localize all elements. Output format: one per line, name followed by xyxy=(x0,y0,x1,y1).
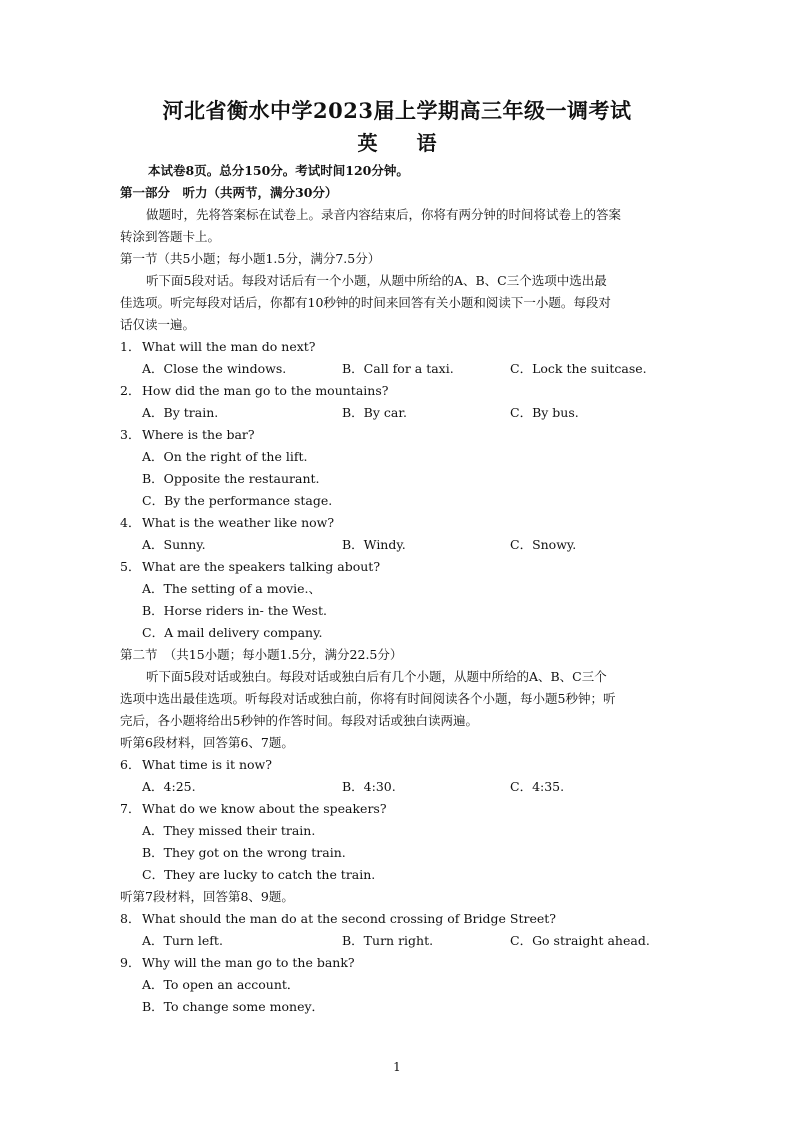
question-2-options xyxy=(120,402,680,424)
option-c: C．Snowy. xyxy=(510,537,577,552)
question-text: What are the speakers talking about? xyxy=(142,559,381,574)
question-text: What time is it now? xyxy=(142,757,272,772)
instruction-line: 听下面5段对话。每段对话后有一个小题，从题中所给的A、B、C三个选项中选出最 xyxy=(146,273,607,288)
part1-instructions xyxy=(120,204,680,248)
part1-heading: 第一部分 听力（共两节，满分30分） xyxy=(120,185,338,200)
instruction-line: 完后，各小题将给出5秒钟的作答时间。每段对话或独白读两遍。 xyxy=(120,713,478,728)
option-b: B．By car. xyxy=(342,405,407,420)
question-8 xyxy=(120,908,680,930)
question-text: Where is the bar? xyxy=(142,427,255,442)
question-4 xyxy=(120,512,680,534)
question-number: 9． xyxy=(120,955,141,970)
option-c: C．Lock the suitcase. xyxy=(510,361,647,376)
option-c: C．Go straight ahead. xyxy=(510,933,650,948)
instruction-line: 转涂到答题卡上。 xyxy=(120,229,221,244)
question-number: 3． xyxy=(120,427,141,442)
question-1 xyxy=(120,336,680,358)
page-number: 1 xyxy=(393,1060,401,1074)
exam-content xyxy=(120,160,680,1018)
material-note-6: 听第6段材料，回答第6、7题。 xyxy=(120,735,294,750)
question-5 xyxy=(120,556,680,578)
option-a: A．Close the windows. xyxy=(142,361,287,376)
option-a: A．The setting of a movie.、 xyxy=(142,581,322,596)
section2-instructions xyxy=(120,666,680,732)
option-b: B．To change some money． xyxy=(142,999,325,1014)
question-2 xyxy=(120,380,680,402)
question-text: What should the man do at the second crossing of Bridge Street? xyxy=(142,911,556,926)
question-4-options xyxy=(120,534,680,556)
option-a: A．On the right of the lift. xyxy=(142,449,308,464)
option-b: B．They got on the wrong train. xyxy=(142,845,346,860)
question-number: 1． xyxy=(120,339,141,354)
question-7 xyxy=(120,798,680,820)
question-3 xyxy=(120,424,680,446)
section2-heading: 第二节 （共15小题；每小题1.5分，满分22.5分） xyxy=(120,647,403,662)
question-text: What will the man do next? xyxy=(142,339,316,354)
question-number: 6． xyxy=(120,757,141,772)
option-b: B．Windy. xyxy=(342,537,406,552)
option-c: C．They are lucky to catch the train. xyxy=(142,867,376,882)
question-text: Why will the man go to the bank? xyxy=(142,955,355,970)
option-a: A．4:25. xyxy=(142,779,196,794)
question-number: 8． xyxy=(120,911,141,926)
option-c: C．By bus. xyxy=(510,405,579,420)
question-8-options xyxy=(120,930,680,952)
question-number: 4． xyxy=(120,515,141,530)
question-number: 5． xyxy=(120,559,141,574)
option-a: A．By train. xyxy=(142,405,219,420)
option-b: B．Call for a taxi. xyxy=(342,361,454,376)
instruction-line: 选项中选出最佳选项。听每段对话或独白前，你将有时间阅读各个小题，每小题5秒钟；听 xyxy=(120,691,616,706)
exam-meta: 本试卷8页。总分150分。考试时间120分钟。 xyxy=(148,163,409,178)
question-6-options xyxy=(120,776,680,798)
question-number: 2． xyxy=(120,383,141,398)
option-a: A．Turn left. xyxy=(142,933,223,948)
option-c: C．4:35. xyxy=(510,779,565,794)
option-a: A．Sunny. xyxy=(142,537,206,552)
question-number: 7． xyxy=(120,801,141,816)
question-text: What do we know about the speakers? xyxy=(142,801,387,816)
option-b: B．Opposite the restaurant. xyxy=(142,471,320,486)
option-b: B．4:30. xyxy=(342,779,396,794)
option-a: A．They missed their train. xyxy=(142,823,316,838)
section1-instructions xyxy=(120,270,680,336)
question-1-options xyxy=(120,358,680,380)
subject-title: 英 语 xyxy=(357,131,453,155)
option-b: B．Horse riders in- the West. xyxy=(142,603,327,618)
instruction-line: 听下面5段对话或独白。每段对话或独白后有几个小题，从题中所给的A、B、C三个 xyxy=(146,669,607,684)
instruction-line: 做题时，先将答案标在试卷上。录音内容结束后，你将有两分钟的时间将试卷上的答案 xyxy=(146,207,622,222)
question-text: What is the weather like now? xyxy=(142,515,335,530)
instruction-line: 话仅读一遍。 xyxy=(120,317,196,332)
option-c: C．By the performance stage. xyxy=(142,493,333,508)
option-a: A．To open an account． xyxy=(142,977,300,992)
question-6 xyxy=(120,754,680,776)
question-9 xyxy=(120,952,680,974)
option-c: C．A mail delivery company. xyxy=(142,625,323,640)
material-note-7: 听第7段材料，回答第8、9题。 xyxy=(120,889,294,904)
question-text: How did the man go to the mountains? xyxy=(142,383,389,398)
exam-title: 河北省衡水中学2023届上学期高三年级一调考试 xyxy=(162,98,632,123)
instruction-line: 佳选项。听完每段对话后，你都有10秒钟的时间来回答有关小题和阅读下一小题。每段对 xyxy=(120,295,611,310)
section1-heading: 第一节（共5小题；每小题1.5分，满分7.5分） xyxy=(120,251,381,266)
option-b: B．Turn right. xyxy=(342,933,434,948)
